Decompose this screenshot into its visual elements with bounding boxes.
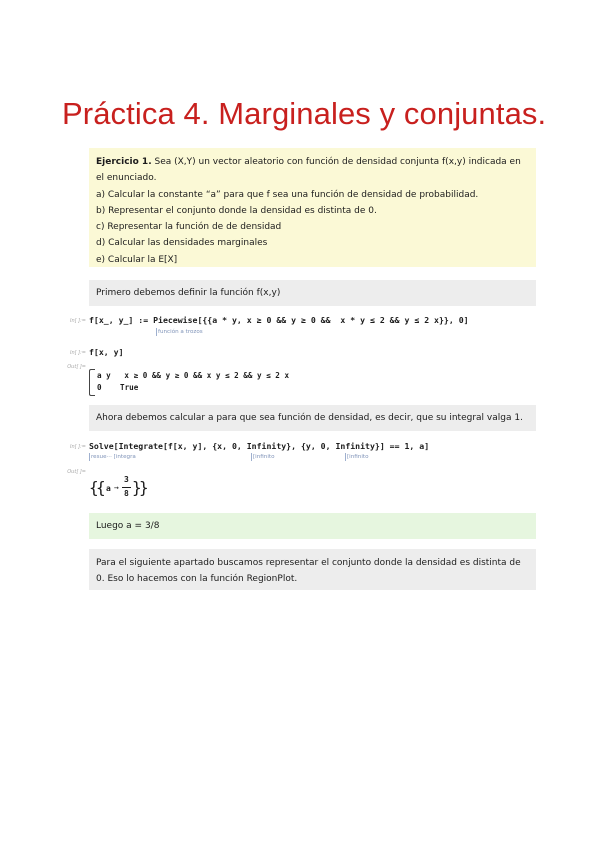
- input-cell-solve[interactable]: Solve[Integrate[f[x, y], {x, 0, Infinity}, {y, 0, Infinity}] == 1, a]: [89, 441, 430, 451]
- output-piecewise-row-1: a y x ≥ 0 && y ≥ 0 && x y ≤ 2 && y ≤ 2 x: [97, 371, 290, 380]
- autocomplete-hint-piecewise: función a trozos: [158, 329, 203, 335]
- text-cell-regionplot: [89, 549, 536, 590]
- output-piecewise-row-2-condition: True: [120, 383, 139, 392]
- page-title: Práctica 4. Marginales y conjuntas.: [62, 96, 547, 131]
- input-cell-label: In[ ]:=: [69, 444, 86, 450]
- exercise-item-b: b) Representar el conjunto donde la densidad es distinta de 0.: [96, 205, 377, 216]
- fraction-bar: [122, 487, 131, 488]
- fraction-denominator: 8: [124, 489, 129, 498]
- input-cell-piecewise[interactable]: f[x_, y_] := Piecewise[{{a * y, x ≥ 0 && y ≥ 0 && x * y ≤ 2 && y ≤ 2 x}}, 0]: [89, 315, 469, 325]
- exercise-item-d: d) Calcular las densidades marginales: [96, 238, 268, 249]
- inner-brace-open: {: [96, 478, 106, 497]
- autocomplete-hint-infinity-x: [infinito: [253, 454, 275, 460]
- solution-variable: a: [106, 484, 111, 493]
- text-cell-content: Para el siguiente apartado buscamos representar el conjunto donde la densidad es distinta de 0. Eso lo hacemos con la función RegionPlot.: [96, 558, 521, 585]
- autocomplete-hint-infinity-y: [infinito: [347, 454, 369, 460]
- exercise-item-c: c) Representar la función de de densidad: [96, 222, 282, 233]
- output-cell-label: Out[ ]=: [67, 469, 86, 475]
- outer-brace-close: }: [139, 478, 149, 497]
- piecewise-brace: [89, 369, 95, 396]
- input-cell-evaluate[interactable]: f[x, y]: [89, 347, 124, 357]
- output-cell-label: Out[ ]=: [67, 364, 86, 370]
- exercise-item-a: a) Calcular la constante “a” para que f sea una función de densidad de probabilidad.: [96, 189, 479, 200]
- exercise-intro: Sea (X,Y) un vector aleatorio con función de densidad conjunta f(x,y) indicada en el enunciado.: [96, 157, 521, 184]
- output-piecewise-row-2-value: 0: [97, 383, 102, 392]
- text-cell-result: [89, 513, 536, 539]
- exercise-label: Ejercicio 1.: [96, 157, 152, 167]
- input-cell-label: In[ ]:=: [69, 318, 86, 324]
- exercise-statement: [96, 154, 529, 187]
- text-cell-define-function: [89, 280, 536, 306]
- outer-brace-open: {: [89, 478, 99, 497]
- exercise-item-e: e) Calcular la E[X]: [96, 254, 178, 265]
- input-cell-label: In[ ]:=: [69, 350, 86, 356]
- fraction-numerator: 3: [124, 475, 129, 484]
- rule-arrow: →: [114, 483, 119, 492]
- text-cell-integral: [89, 405, 536, 431]
- text-cell-content: Luego a = 3/8: [96, 521, 160, 531]
- text-cell-content: Ahora debemos calcular a para que sea función de densidad, es decir, que su integral valga 1.: [96, 413, 523, 423]
- inner-brace-close: }: [132, 478, 142, 497]
- text-cell-content: Primero debemos definir la función f(x,y): [96, 288, 281, 298]
- exercise-box: [89, 148, 536, 267]
- autocomplete-hint-solve: resue··· [integra: [91, 454, 136, 460]
